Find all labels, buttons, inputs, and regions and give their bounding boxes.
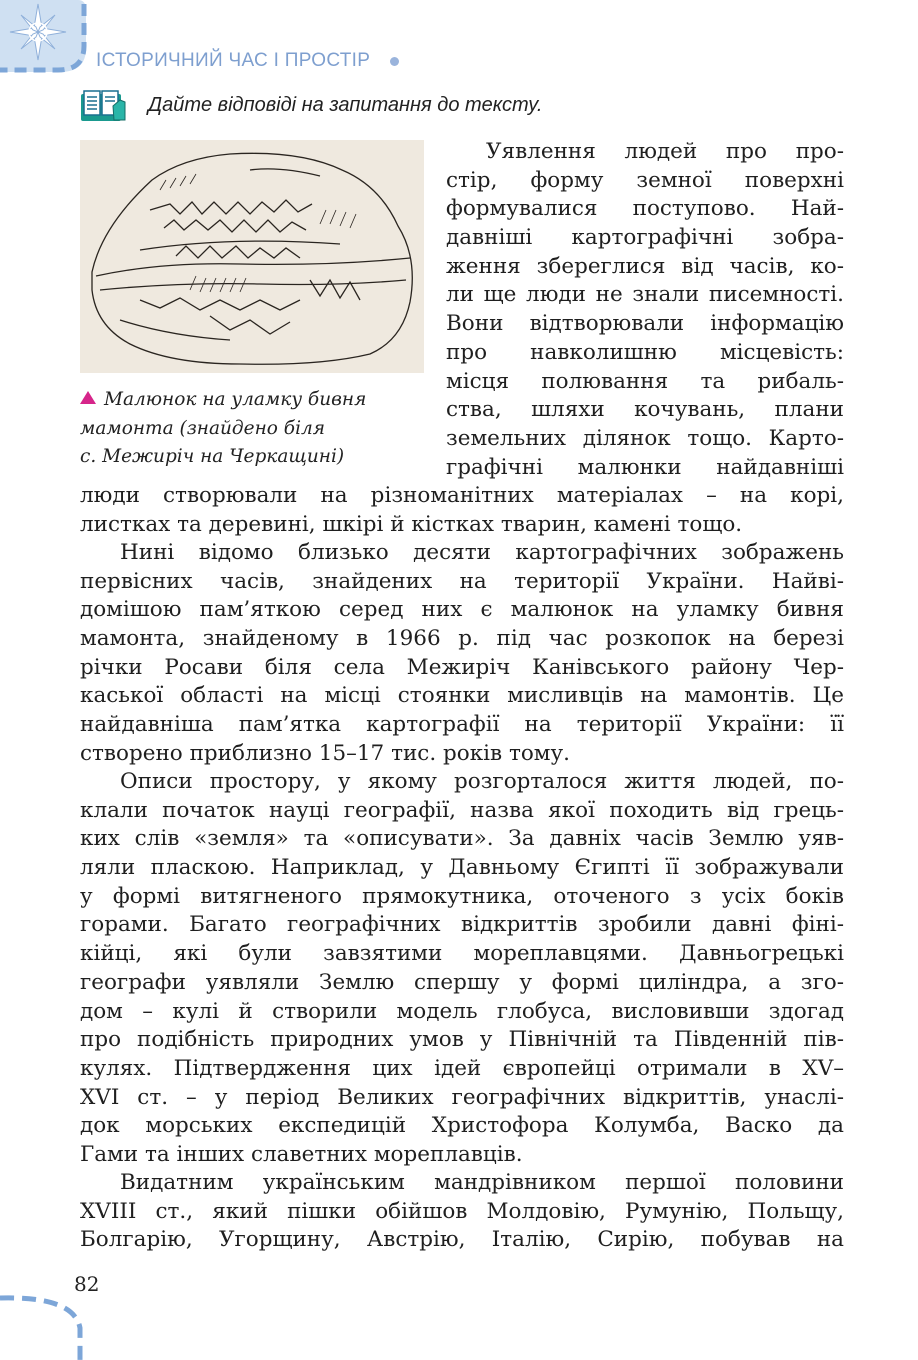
text-line: домішою пам’яткою серед них є малюнок на уламку бивня <box>80 597 844 623</box>
open-book-hand-icon <box>80 88 126 122</box>
page-number: 82 <box>74 1272 100 1296</box>
text-line: ження збереглися від часів, ко- <box>446 253 844 279</box>
text-line: Видатним українським мандрівником першої половини <box>120 1170 844 1195</box>
tusk-drawing <box>80 140 424 373</box>
caption-marker-icon <box>80 391 96 404</box>
text-line: каської області на місці стоянки мисливців на мамонтів. Це <box>80 683 844 709</box>
text-line: Уявлення людей про про- <box>486 139 844 164</box>
text-line: графічні малюнки найдавніші <box>446 454 844 480</box>
caption-line: с. Межиріч на Черкащині) <box>80 446 345 468</box>
header-dot <box>390 57 399 66</box>
text-line: Вони відтворювали інформацію <box>446 311 844 337</box>
paragraph-4 <box>80 1169 844 1255</box>
text-line: давніші картографічні зобра- <box>446 225 844 251</box>
text-line: Болгарію, Угорщину, Австрію, Італію, Сирію, побував на <box>80 1227 844 1253</box>
text-line: клали початок науці географії, назва якої походить від грець- <box>80 797 844 823</box>
text-line: дом – кулі й створили модель глобуса, висловивши здогад <box>80 998 844 1024</box>
text-line: річки Росави біля села Межиріч Канівського району Чер- <box>80 654 844 680</box>
mammoth-tusk-map-drawing <box>80 140 424 373</box>
text-line: найдавніша пам’ятка картографії на території України: її <box>80 712 844 738</box>
compass-rose-icon <box>0 0 92 78</box>
text-line: створено приблизно 15–17 тис. років тому. <box>80 740 571 766</box>
text-line: люди створювали на різноманітних матеріалах – на корі, <box>80 483 844 508</box>
text-line: ких слів «земля» та «описувати». За давніх часів Землю уяв- <box>80 826 844 852</box>
text-line: мамонта, знайденому в 1966 р. під час розкопок на березі <box>80 626 844 652</box>
text-line: про подібність природних умов у Північній та Південній пів- <box>80 1027 844 1053</box>
text-line: ства, шляхи кочувань, плани <box>446 397 844 423</box>
text-line: земельних ділянок тощо. Карто- <box>446 425 844 451</box>
text-line: формувалися поступово. Най- <box>446 196 844 222</box>
section-title: ІСТОРИЧНИЙ ЧАС І ПРОСТІР <box>96 50 371 71</box>
paragraph-1-continued <box>80 482 844 539</box>
text-line: Нині відомо близько десяти картографічних зображень <box>120 540 844 565</box>
caption-line: мамонта (знайдено біля <box>80 417 326 439</box>
paragraph-1-column <box>446 138 844 482</box>
running-header <box>96 48 399 74</box>
figure-caption <box>80 387 430 473</box>
text-line: Гами та інших славетних мореплавців. <box>80 1141 523 1167</box>
text-line: док морських експедицій Христофора Колумба, Васко да <box>80 1113 844 1139</box>
task-text: Дайте відповіді на запитання до тексту. <box>148 93 543 116</box>
text-line: горами. Багато географічних відкриттів зробили давні фіні- <box>80 912 844 938</box>
corner-dashed-border <box>0 1288 100 1360</box>
text-line: XVI ст. – у період Великих географічних відкриттів, унаслі- <box>80 1084 844 1110</box>
paragraph-2 <box>80 539 844 769</box>
text-line: місця полювання та рибаль- <box>446 368 844 394</box>
text-line: ляли пласкою. Наприклад, у Давньому Єгипті її зображували <box>80 855 844 881</box>
text-line: XVIII ст., який пішки обійшов Молдовію, Румунію, Польщу, <box>80 1198 844 1224</box>
text-line: про навколишню місцевість: <box>446 339 844 365</box>
paragraph-3 <box>80 768 844 1170</box>
text-line: кулях. Підтвердження цих ідей європейці отримали в XV– <box>80 1055 844 1081</box>
text-line: первісних часів, знайдених на території України. Найві- <box>80 568 844 594</box>
text-line: географи уявляли Землю спершу у формі циліндра, а зго- <box>80 969 844 995</box>
text-line: кійці, які були завзятими мореплавцями. Давньогрецькі <box>80 941 844 967</box>
caption-line: Малюнок на уламку бивня <box>104 389 367 410</box>
text-line: листках та деревині, шкірі й кістках тварин, камені тощо. <box>80 511 743 537</box>
text-line: стір, форму земної поверхні <box>446 167 844 193</box>
text-line: Описи простору, у якому розгорталося життя людей, по- <box>120 769 844 794</box>
text-line: у формі витягненого прямокутника, оточеного з усіх боків <box>80 883 844 909</box>
text-line: ли ще люди не знали писемності. <box>446 282 844 308</box>
task-prompt <box>80 88 542 122</box>
